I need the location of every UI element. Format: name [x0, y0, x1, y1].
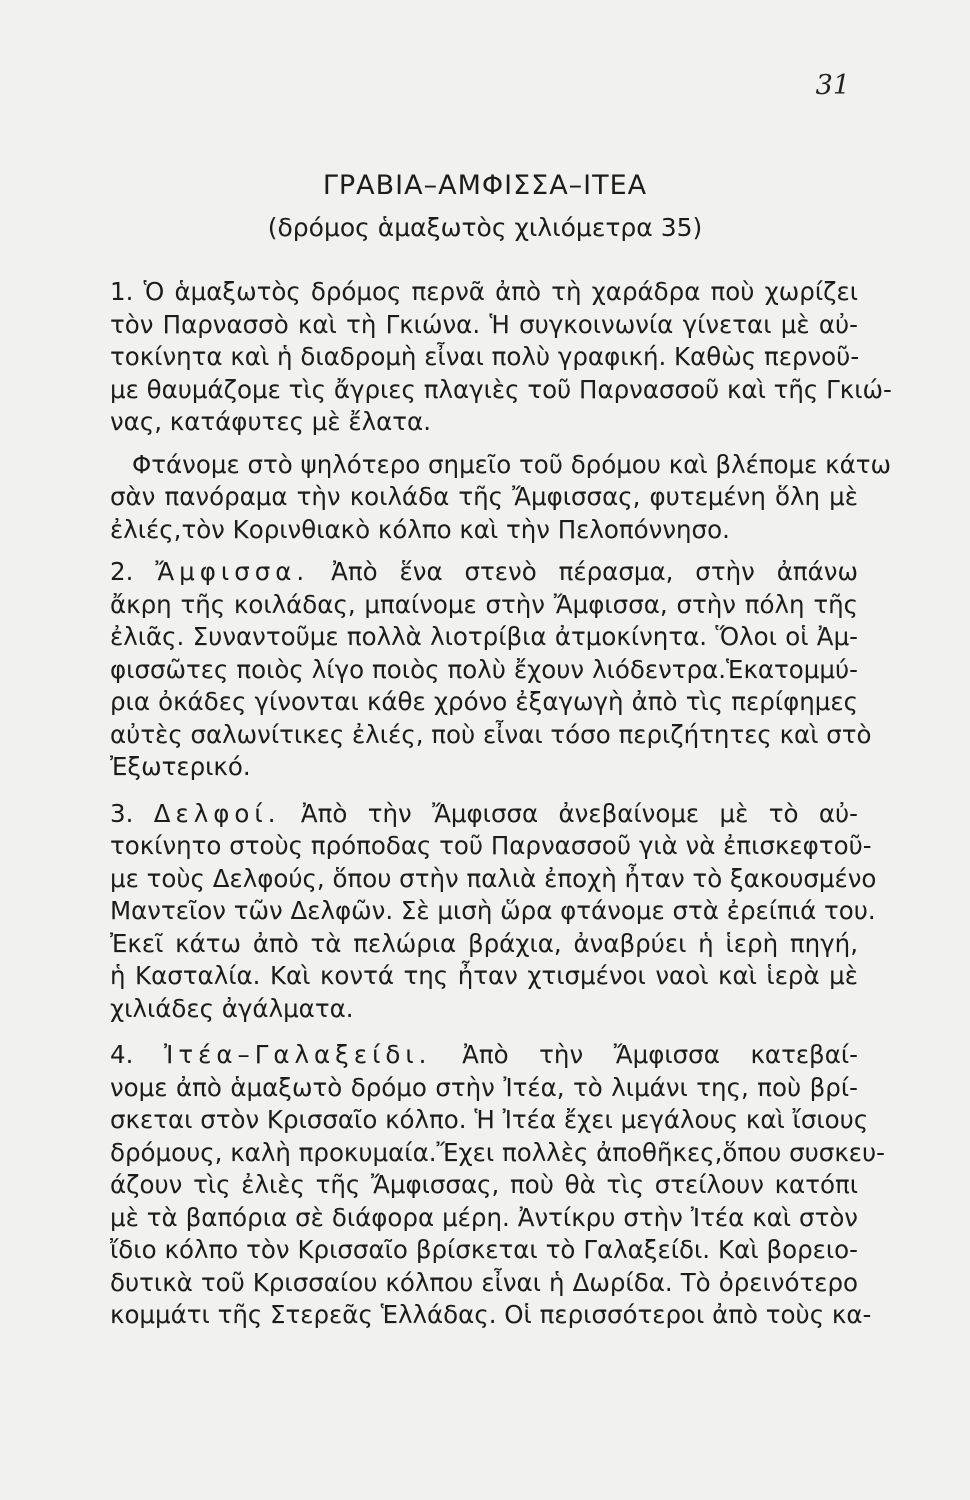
text-line: Ἀπὸ τὴν Ἄμφισσα ἀνεβαίνομε μὲ τὸ αὐ-: [300, 798, 858, 828]
text-line: σὰν πανόραμα τὴν κοιλάδα τῆς Ἄμφισσας, φυτεμένη ὅλη μὲ: [110, 482, 858, 511]
text-line: ἄκρη τῆς κοιλάδας, μπαίνομε στὴν Ἄμφισσα, στὴν πόλη τῆς: [110, 589, 858, 619]
text-line: νομε ἀπὸ ἁμαξωτὸ δρόμο στὴν Ἰτέα, τὸ λιμάνι της, ποὺ βρί-: [110, 1072, 858, 1102]
text-line: δρόμους, καλὴ προκυμαία.Ἔχει πολλὲς ἀποθῆκες,ὅπου συσκευ-: [110, 1137, 886, 1167]
text-line: χιλιάδες ἀγάλματα.: [110, 993, 354, 1023]
text-line: με θαυμάζομε τὶς ἄγριες πλαγιὲς τοῦ Παρνασσοῦ καὶ τῆς Γκιώ-: [110, 374, 892, 404]
text-line: ἐλιᾶς. Συναντοῦμε πολλὰ λιοτρίβια ἀτμοκίνητα. Ὅλοι οἱ Ἀμ-: [110, 622, 858, 651]
text-line: φισσῶτες ποιὸς λίγο ποιὸς πολὺ ἔχουν λιόδεντρα.Ἑκατομμύ-: [110, 654, 858, 684]
paragraph-2: [110, 449, 892, 547]
text-line: σκεται στὸν Κρισσαῖο κόλπο. Ἡ Ἰτέα ἔχει μεγάλους καὶ ἴσιους: [110, 1105, 869, 1134]
text-line: Ἐξωτερικό.: [110, 752, 251, 781]
text-line: Μαντεῖον τῶν Δελφῶν. Σὲ μισὴ ὥρα φτάνομε στὰ ἐρείπιά του.: [110, 896, 876, 925]
text-line: με τοὺς Δελφούς, ὅπου στὴν παλιὰ ἐποχὴ ἦταν τὸ ξακουσμένο: [110, 863, 877, 893]
text-line: τοκίνητα καὶ ἡ διαδρομὴ εἶναι πολὺ γραφική. Καθὼς περνοῦ-: [110, 342, 860, 371]
text-line: νας, κατάφυτες μὲ ἔλατα.: [110, 407, 431, 436]
section-heading-line: [110, 556, 858, 589]
text-line: ρια ὀκάδες γίνονται κάθε χρόνο ἐξαγωγὴ ἀπὸ τὶς περίφημες: [110, 687, 858, 716]
text-line: αὐτὲς σαλωνίτικες ἐλιές, ποὺ εἶναι τόσο περιζήτητες καὶ στὸ: [110, 719, 872, 749]
text-line: ἡ Κασταλία. Καὶ κοντά της ἦταν χτισμένοι ναοὶ καὶ ἱερὰ μὲ: [110, 961, 858, 990]
section-number: 2.: [110, 557, 134, 586]
text-line: κομμάτι τῆς Στερεᾶς Ἑλλάδας. Οἱ περισσότεροι ἀπὸ τοὺς κα-: [110, 1300, 872, 1329]
section-amfissa: [110, 556, 872, 784]
section-itea-galaxeidi: [110, 1039, 886, 1332]
section-heading-line: [110, 798, 858, 831]
section-heading: Ἰτέα–Γαλαξείδι.: [164, 1040, 432, 1069]
text-line: ἐλιές,τὸν Κορινθιακὸ κόλπο καὶ τὴν Πελοπόννησο.: [110, 514, 730, 544]
text-line: δυτικὰ τοῦ Κρισσαίου κόλπου εἶναι ἡ Δωρίδα. Τὸ ὀρεινότερο: [110, 1267, 858, 1297]
text-line: Ἐκεῖ κάτω ἀπὸ τὰ πελώρια βράχια, ἀναβρύει ἡ ἱερὴ πηγή,: [110, 928, 858, 958]
body-text: [110, 276, 892, 1332]
paragraph-1: [110, 276, 892, 439]
text-line: μὲ τὰ βαπόρια σὲ διάφορα μέρη. Ἀντίκρυ στὴν Ἰτέα καὶ στὸν: [110, 1202, 858, 1232]
text-line: Ἀπὸ ἕνα στενὸ πέρασμα, στὴν ἀπάνω: [331, 557, 858, 586]
text-line: τὸν Παρνασσὸ καὶ τὴ Γκιώνα. Ἡ συγκοινωνία γίνεται μὲ αὐ-: [110, 309, 858, 339]
text-line: 1. Ὁ ἁμαξωτὸς δρόμος περνᾶ ἀπὸ τὴ χαράδρα ποὺ χωρίζει: [110, 277, 858, 306]
section-heading: Ἄμφισσα.: [155, 557, 310, 586]
page-number: 31: [815, 70, 850, 101]
text-line: τοκίνητο στοὺς πρόποδας τοῦ Παρνασσοῦ γιὰ νὰ ἐπισκεφτοῦ-: [110, 831, 872, 860]
section-subtitle: (δρόμος ἁμαξωτὸς χιλιόμετρα 35): [267, 213, 703, 242]
text-line: ἴδιο κόλπο τὸν Κρισσαῖο βρίσκεται τὸ Γαλαξείδι. Καὶ βορειο-: [110, 1235, 858, 1264]
text-line: άζουν τὶς ἐλιὲς τῆς Ἄμφισσας, ποὺ θὰ τὶς στείλουν κατόπι: [110, 1170, 858, 1199]
text-line: Ἀπὸ τὴν Ἄμφισσα κατεβαί-: [462, 1040, 858, 1069]
section-title: ΓΡΑΒΙΑ–ΑΜΦΙΣΣΑ–ΙΤΕΑ: [322, 170, 648, 201]
section-number: 4.: [110, 1040, 134, 1069]
section-heading: Δελφοί.: [153, 798, 281, 828]
section-number: 3.: [110, 798, 134, 828]
text-line: Φτάνομε στὸ ψηλότερο σημεῖο τοῦ δρόμου καὶ βλέπομε κάτω: [132, 449, 892, 479]
section-heading-line: [110, 1039, 858, 1072]
section-delfoi: [110, 798, 877, 1026]
